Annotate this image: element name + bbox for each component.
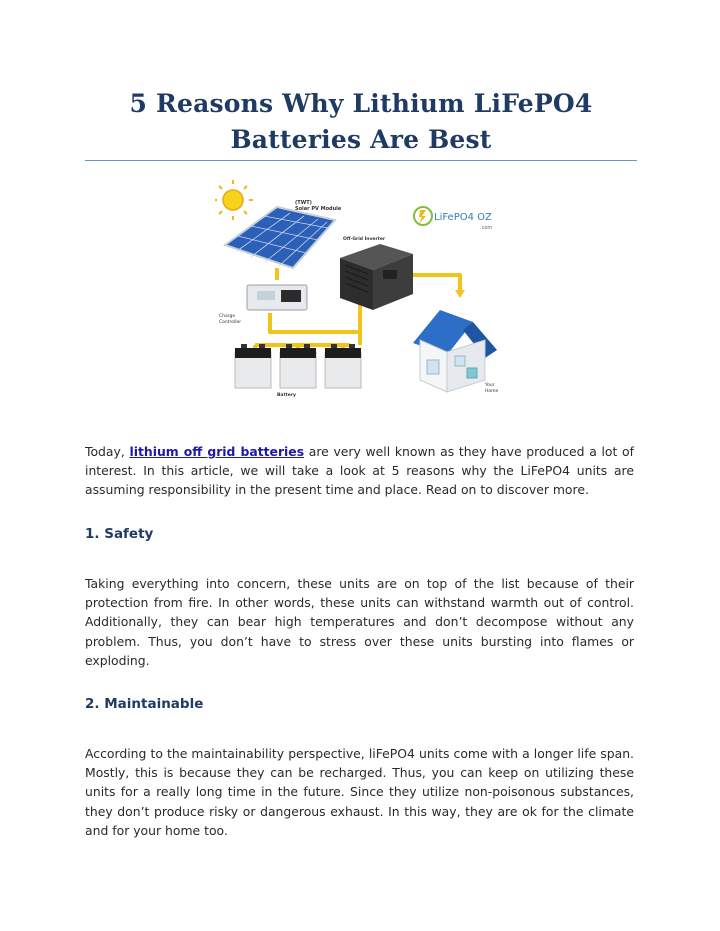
intro-prefix: Today, [85, 444, 130, 459]
home-label-2: Home [485, 389, 499, 394]
lifepo4-oz-logo [414, 207, 492, 231]
title-line-1: 5 Reasons Why Lithium LiFePO4 [129, 89, 593, 118]
section-heading-safety: 1. Safety [85, 526, 154, 542]
home-label-1: Your [485, 383, 495, 388]
page-title [85, 86, 637, 158]
intro-suffix: are very well known as they have produced a lot of interest. In this article, we will take a look at 5 reasons why the LiFePO4 units are assuming responsibility in the present time and place. Read on to discover more. [85, 444, 634, 498]
solar-panel-icon [225, 207, 335, 268]
battery-icon [280, 344, 316, 388]
charge-controller-icon [247, 285, 307, 310]
inverter-icon [340, 244, 413, 310]
pv-module-label-1: (TWT) [295, 200, 312, 206]
sun-icon [215, 180, 253, 220]
logo-text: LiFePO4 OZ [434, 212, 492, 223]
battery-icon [235, 344, 271, 388]
solar-system-diagram [215, 180, 510, 405]
safety-paragraph: Taking everything into concern, these units are on top of the list because of their protection from fire. In other words, these units can withstand warmth out of control. Additionally, they can bear high temperatures and don’t decompose without any problem. Thus, you don’t have to stress over these units bursting into flames or exploding. [85, 576, 634, 668]
battery-icon [325, 344, 361, 388]
maintainable-paragraph: According to the maintainability perspective, liFePO4 units come with a longer life span. Mostly, this is because they can be recharged. Thus, you can keep on utilizing these units for a really long time in the future. Since they utilize non-poisonous substances, they don’t produce risky or dangerous exhaust. In this way, they are ok for the climate and for your home too. [85, 746, 634, 838]
controller-label-1: Charge [219, 314, 236, 319]
intro-paragraph [85, 442, 634, 500]
home-icon [413, 310, 497, 392]
pv-module-label-2: Solar PV Module [295, 206, 342, 212]
logo-sub: .com [480, 225, 493, 231]
title-underline [85, 160, 637, 161]
inverter-label: Off-Grid Inverter [343, 237, 386, 242]
controller-label-2: Controller [219, 320, 242, 325]
battery-label: Battery [277, 393, 296, 398]
arrow-to-home [455, 290, 465, 298]
title-line-2: Batteries Are Best [230, 125, 492, 154]
lithium-batteries-link[interactable]: lithium off grid batteries [129, 444, 305, 459]
section-heading-maintainable: 2. Maintainable [85, 696, 204, 712]
